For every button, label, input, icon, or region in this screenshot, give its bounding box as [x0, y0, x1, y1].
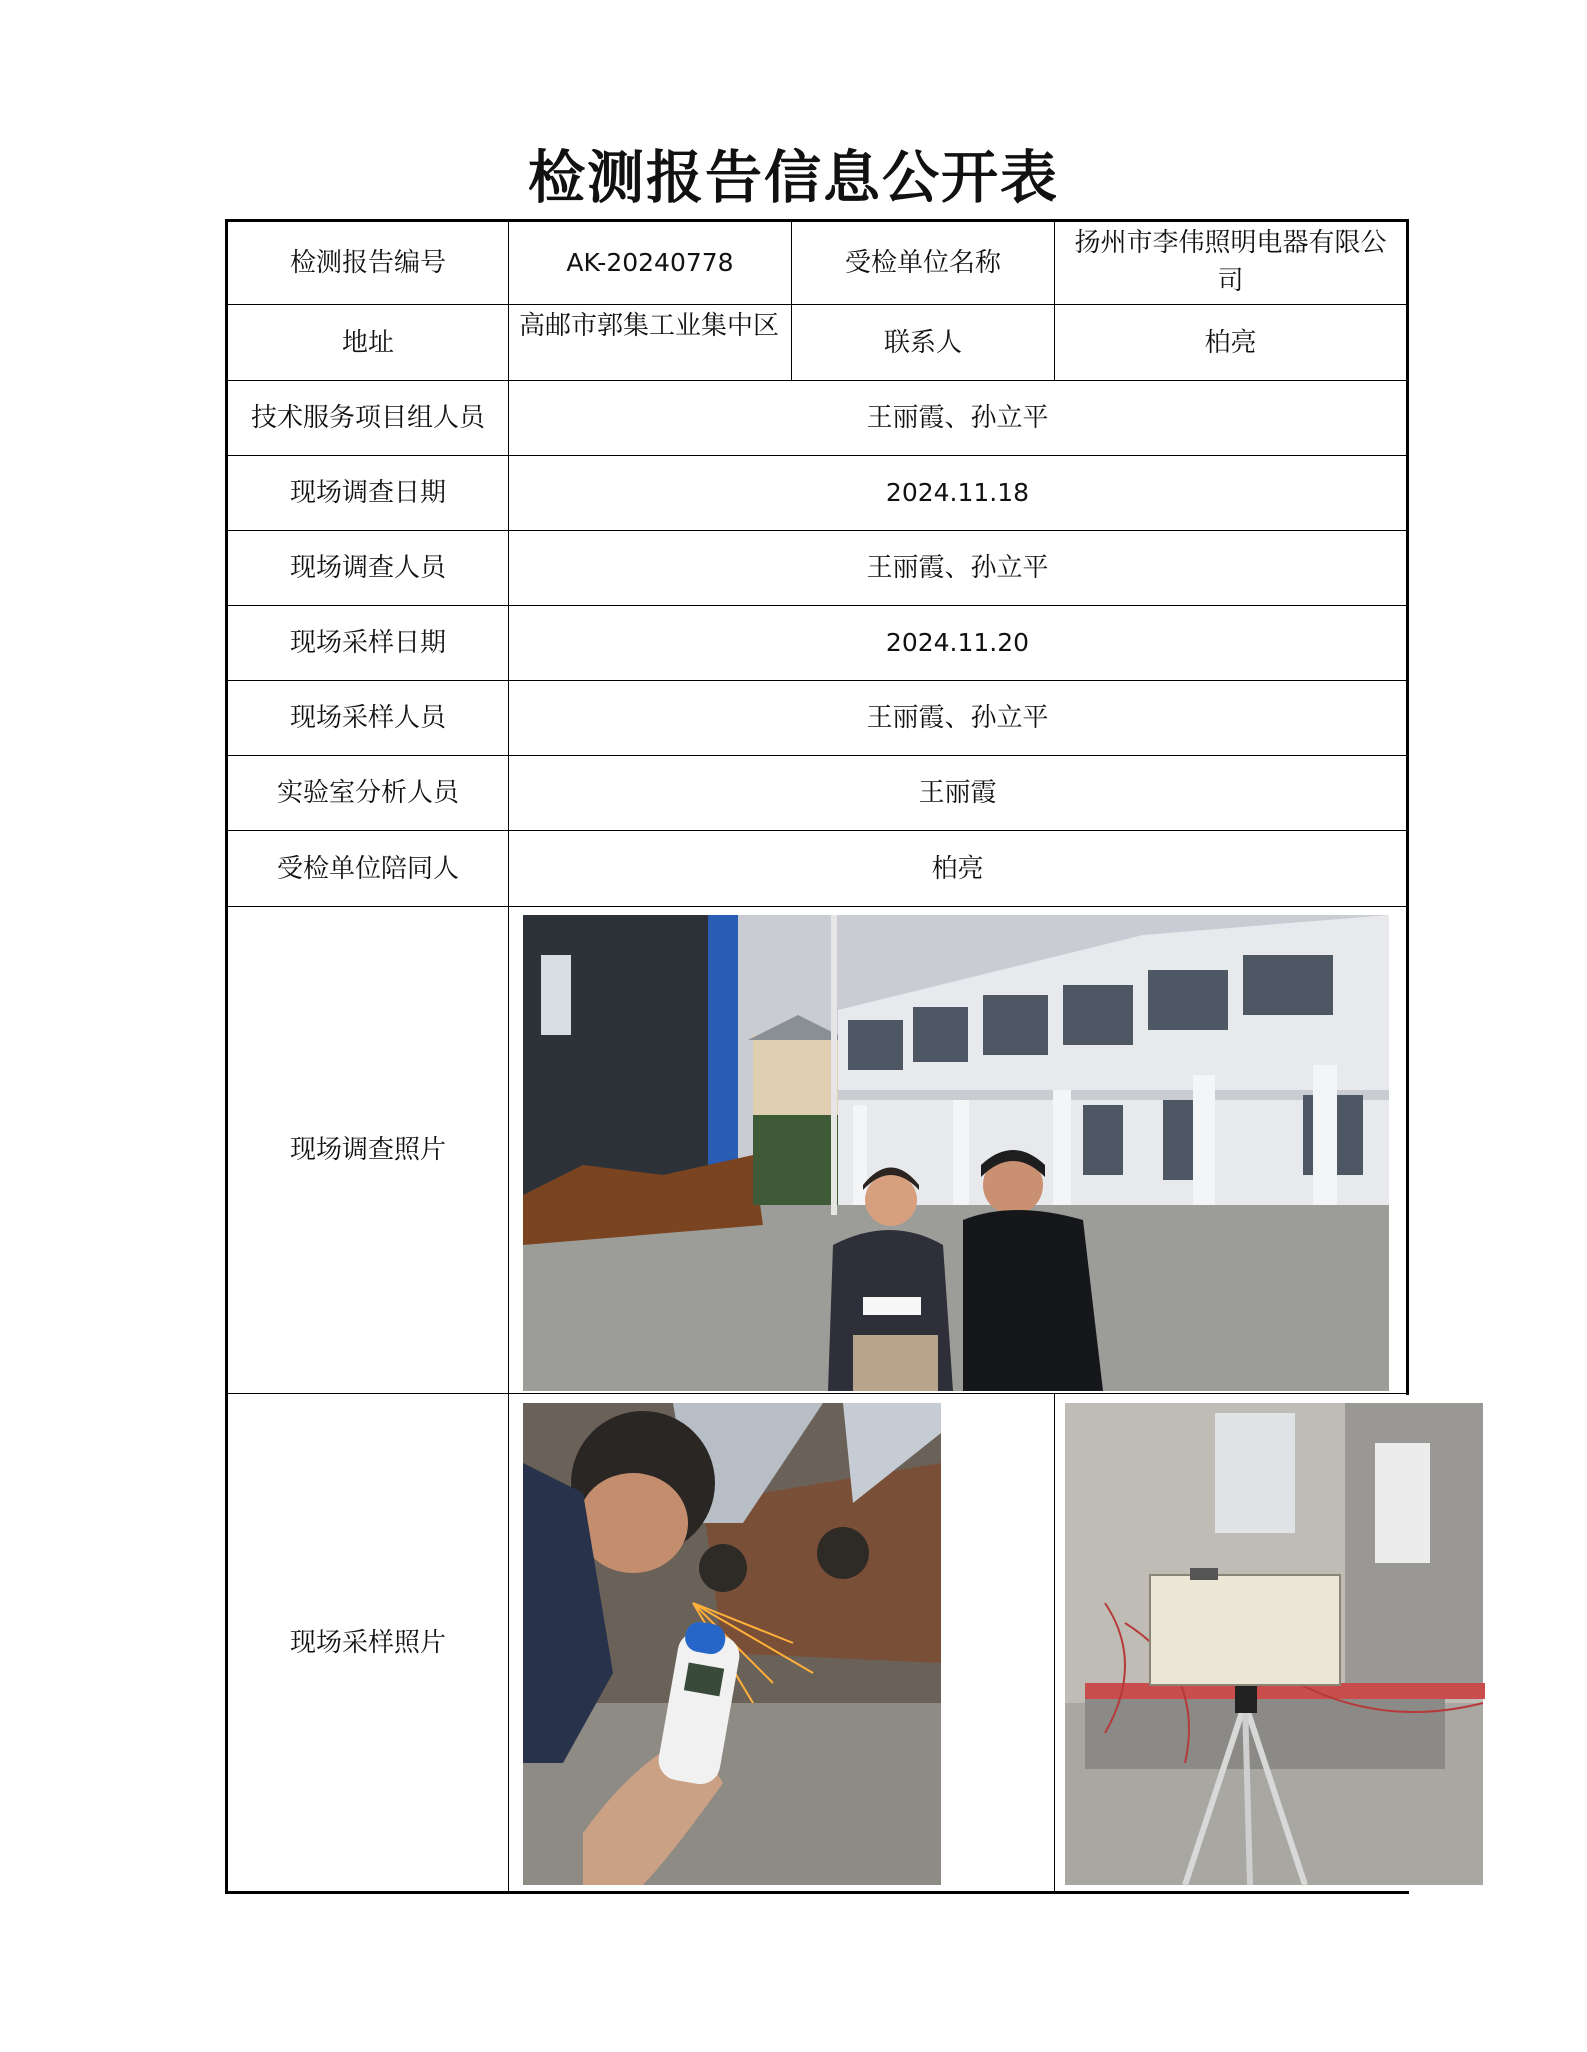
table-row — [227, 907, 1408, 1394]
page-title: 检测报告信息公开表 — [528, 145, 1059, 211]
contact-value: 柏亮 — [1055, 305, 1408, 381]
sample-date-value: 2024.11.20 — [509, 606, 1408, 681]
report-no-label: 检测报告编号 — [227, 221, 509, 305]
sample-photo-label: 现场采样照片 — [227, 1394, 509, 1893]
sample-staff-value: 王丽霞、孙立平 — [509, 681, 1408, 756]
table-row — [227, 221, 1408, 305]
team-label: 技术服务项目组人员 — [227, 381, 509, 456]
escort-value: 柏亮 — [509, 831, 1408, 907]
team-value: 王丽霞、孙立平 — [509, 381, 1408, 456]
survey-staff-value: 王丽霞、孙立平 — [509, 531, 1408, 606]
report-info-table — [225, 219, 1409, 1894]
sample-photo-instrument — [1055, 1395, 1492, 1891]
table-row — [227, 756, 1408, 831]
address-label: 地址 — [227, 305, 509, 381]
sample-photo-cell-2 — [1055, 1394, 1408, 1893]
table-row — [227, 1394, 1408, 1893]
escort-label: 受检单位陪同人 — [227, 831, 509, 907]
address-value: 高邮市郭集工业集中区 — [509, 305, 792, 381]
report-no-value: AK-20240778 — [509, 221, 792, 305]
sample-photo-cell-1 — [509, 1394, 1055, 1893]
table-row — [227, 681, 1408, 756]
table-row — [227, 831, 1408, 907]
table-row — [227, 606, 1408, 681]
company-value: 扬州市李伟照明电器有限公司 — [1055, 221, 1408, 305]
table-row — [227, 531, 1408, 606]
survey-date-value: 2024.11.18 — [509, 456, 1408, 531]
survey-date-label: 现场调查日期 — [227, 456, 509, 531]
company-label: 受检单位名称 — [792, 221, 1055, 305]
contact-label: 联系人 — [792, 305, 1055, 381]
survey-photo-cell — [509, 907, 1408, 1394]
survey-staff-label: 现场调查人员 — [227, 531, 509, 606]
sample-date-label: 现场采样日期 — [227, 606, 509, 681]
sample-staff-label: 现场采样人员 — [227, 681, 509, 756]
sample-photo-grinding — [509, 1395, 953, 1891]
table-row — [227, 456, 1408, 531]
table-row — [227, 305, 1408, 381]
lab-staff-label: 实验室分析人员 — [227, 756, 509, 831]
survey-photo — [509, 907, 1404, 1393]
lab-staff-value: 王丽霞 — [509, 756, 1408, 831]
table-row — [227, 381, 1408, 456]
survey-photo-label: 现场调查照片 — [227, 907, 509, 1394]
